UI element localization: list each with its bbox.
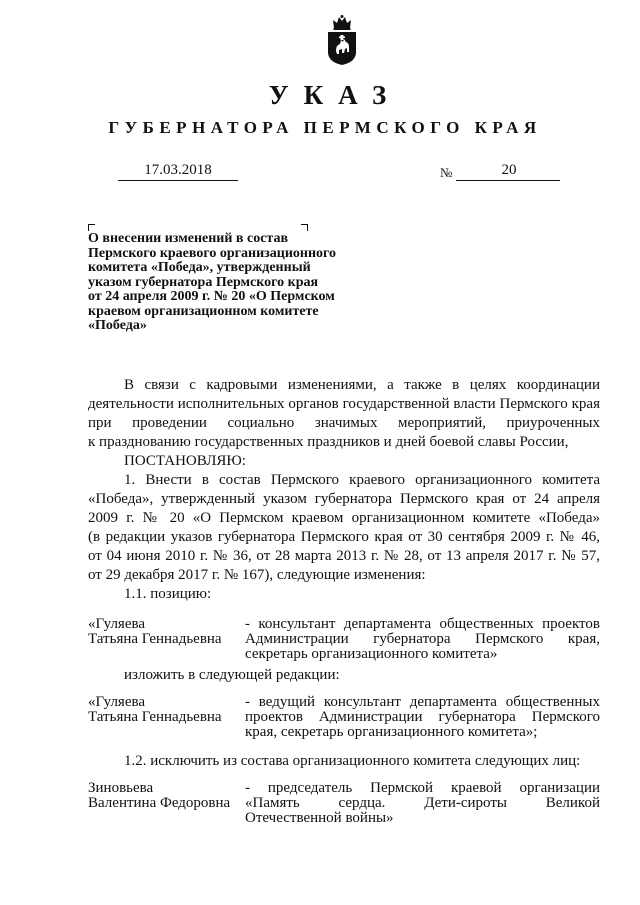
text-line: В связи с кадровыми изменениями, а также в целях координации xyxy=(124,377,600,393)
role-line: - консультант департамента общественных проектов xyxy=(245,616,600,632)
text-line: (в редакции указов губернатора Пермского края от 30 сентября 2009 г. № 46, xyxy=(88,529,600,545)
person-role xyxy=(245,695,600,740)
heading-line: Пермского краевого организационного xyxy=(88,245,337,261)
text-line: от 04 июня 2010 г. № 36, от 28 марта 2013 г. № 28, от 13 апреля 2017 г. № 57, xyxy=(88,548,600,564)
intro-paragraph xyxy=(88,376,600,471)
heading-corner-left xyxy=(88,224,95,231)
heading-line: краевом организационном комитете xyxy=(88,303,319,319)
name-line: Татьяна Геннадьевна xyxy=(88,709,222,725)
role-line: проектов Администрации губернатора Пермского xyxy=(245,709,600,725)
role-line: - ведущий консультант департамента общественных xyxy=(245,694,600,710)
text-line: при проведении социально значимых мероприятий, приуроченных xyxy=(88,415,600,431)
number-sign: № xyxy=(440,165,453,180)
text-line: 2009 г. № 20 «О Пермском краевом организационном комитете «Победа» xyxy=(88,510,600,526)
heading-line: от 24 апреля 2009 г. № 20 «О Пермском xyxy=(88,289,335,304)
person-role xyxy=(245,617,600,662)
heading-line: указом губернатора Пермского края xyxy=(88,274,319,290)
name-line: «Гуляева xyxy=(88,616,146,632)
item-1-1-label: 1.1. позицию: xyxy=(124,586,212,602)
name-line: «Гуляева xyxy=(88,694,146,710)
document-title: УКАЗ xyxy=(268,80,402,110)
item-1-2-label: 1.2. исключить из состава организационного комитета следующих лиц: xyxy=(124,753,581,769)
item-1-paragraph xyxy=(88,471,600,604)
decree-number: 20 xyxy=(501,162,517,178)
decree-date: 17.03.2018 xyxy=(144,162,212,178)
text-line: 1. Внести в состав Пермского краевого организационного комитета xyxy=(124,472,600,488)
heading-line: «Победа» xyxy=(88,318,147,333)
date-underline xyxy=(118,180,238,181)
heading-line: комитета «Победа», утвержденный xyxy=(88,260,311,275)
restate-paragraph xyxy=(88,666,600,685)
person-name xyxy=(88,695,243,725)
text-line: «Победа», утвержденный указом губернатора Пермского края от 24 апреля xyxy=(88,491,600,507)
text-line: от 29 декабря 2017 г. № 167), следующие изменения: xyxy=(88,567,426,583)
name-line: Зиновьева xyxy=(88,780,154,796)
person-role xyxy=(245,781,600,826)
name-line: Татьяна Геннадьевна xyxy=(88,631,222,647)
decree-heading xyxy=(88,232,388,334)
heading-corner-right xyxy=(301,224,308,231)
role-line: края, секретарь организационного комитета»; xyxy=(245,724,538,740)
text-line: к празднованию государственных праздников и дней боевой славы России, xyxy=(88,434,569,450)
restate-label: изложить в следующей редакции: xyxy=(124,667,340,683)
role-line: - председатель Пермской краевой организации xyxy=(245,780,600,796)
item-1-2-paragraph xyxy=(88,752,600,771)
person-name xyxy=(88,781,243,811)
role-line: секретарь организационного комитета» xyxy=(245,646,498,662)
heading-line: О внесении изменений в состав xyxy=(88,231,289,246)
role-line: «Память сердца. Дети-сироты Великой xyxy=(245,795,600,811)
name-line: Валентина Федоровна xyxy=(88,795,231,811)
person-name xyxy=(88,617,243,647)
perm-krai-coat-of-arms-icon xyxy=(327,14,357,66)
resolve-word: ПОСТАНОВЛЯЮ: xyxy=(124,453,246,469)
document-issuer: ГУБЕРНАТОРА ПЕРМСКОГО КРАЯ xyxy=(108,118,542,137)
role-line: Администрации губернатора Пермского края, xyxy=(245,631,600,647)
number-underline xyxy=(456,180,560,181)
role-line: Отечественной войны» xyxy=(245,810,394,826)
text-line: деятельности исполнительных органов государственной власти Пермского края xyxy=(88,396,600,412)
